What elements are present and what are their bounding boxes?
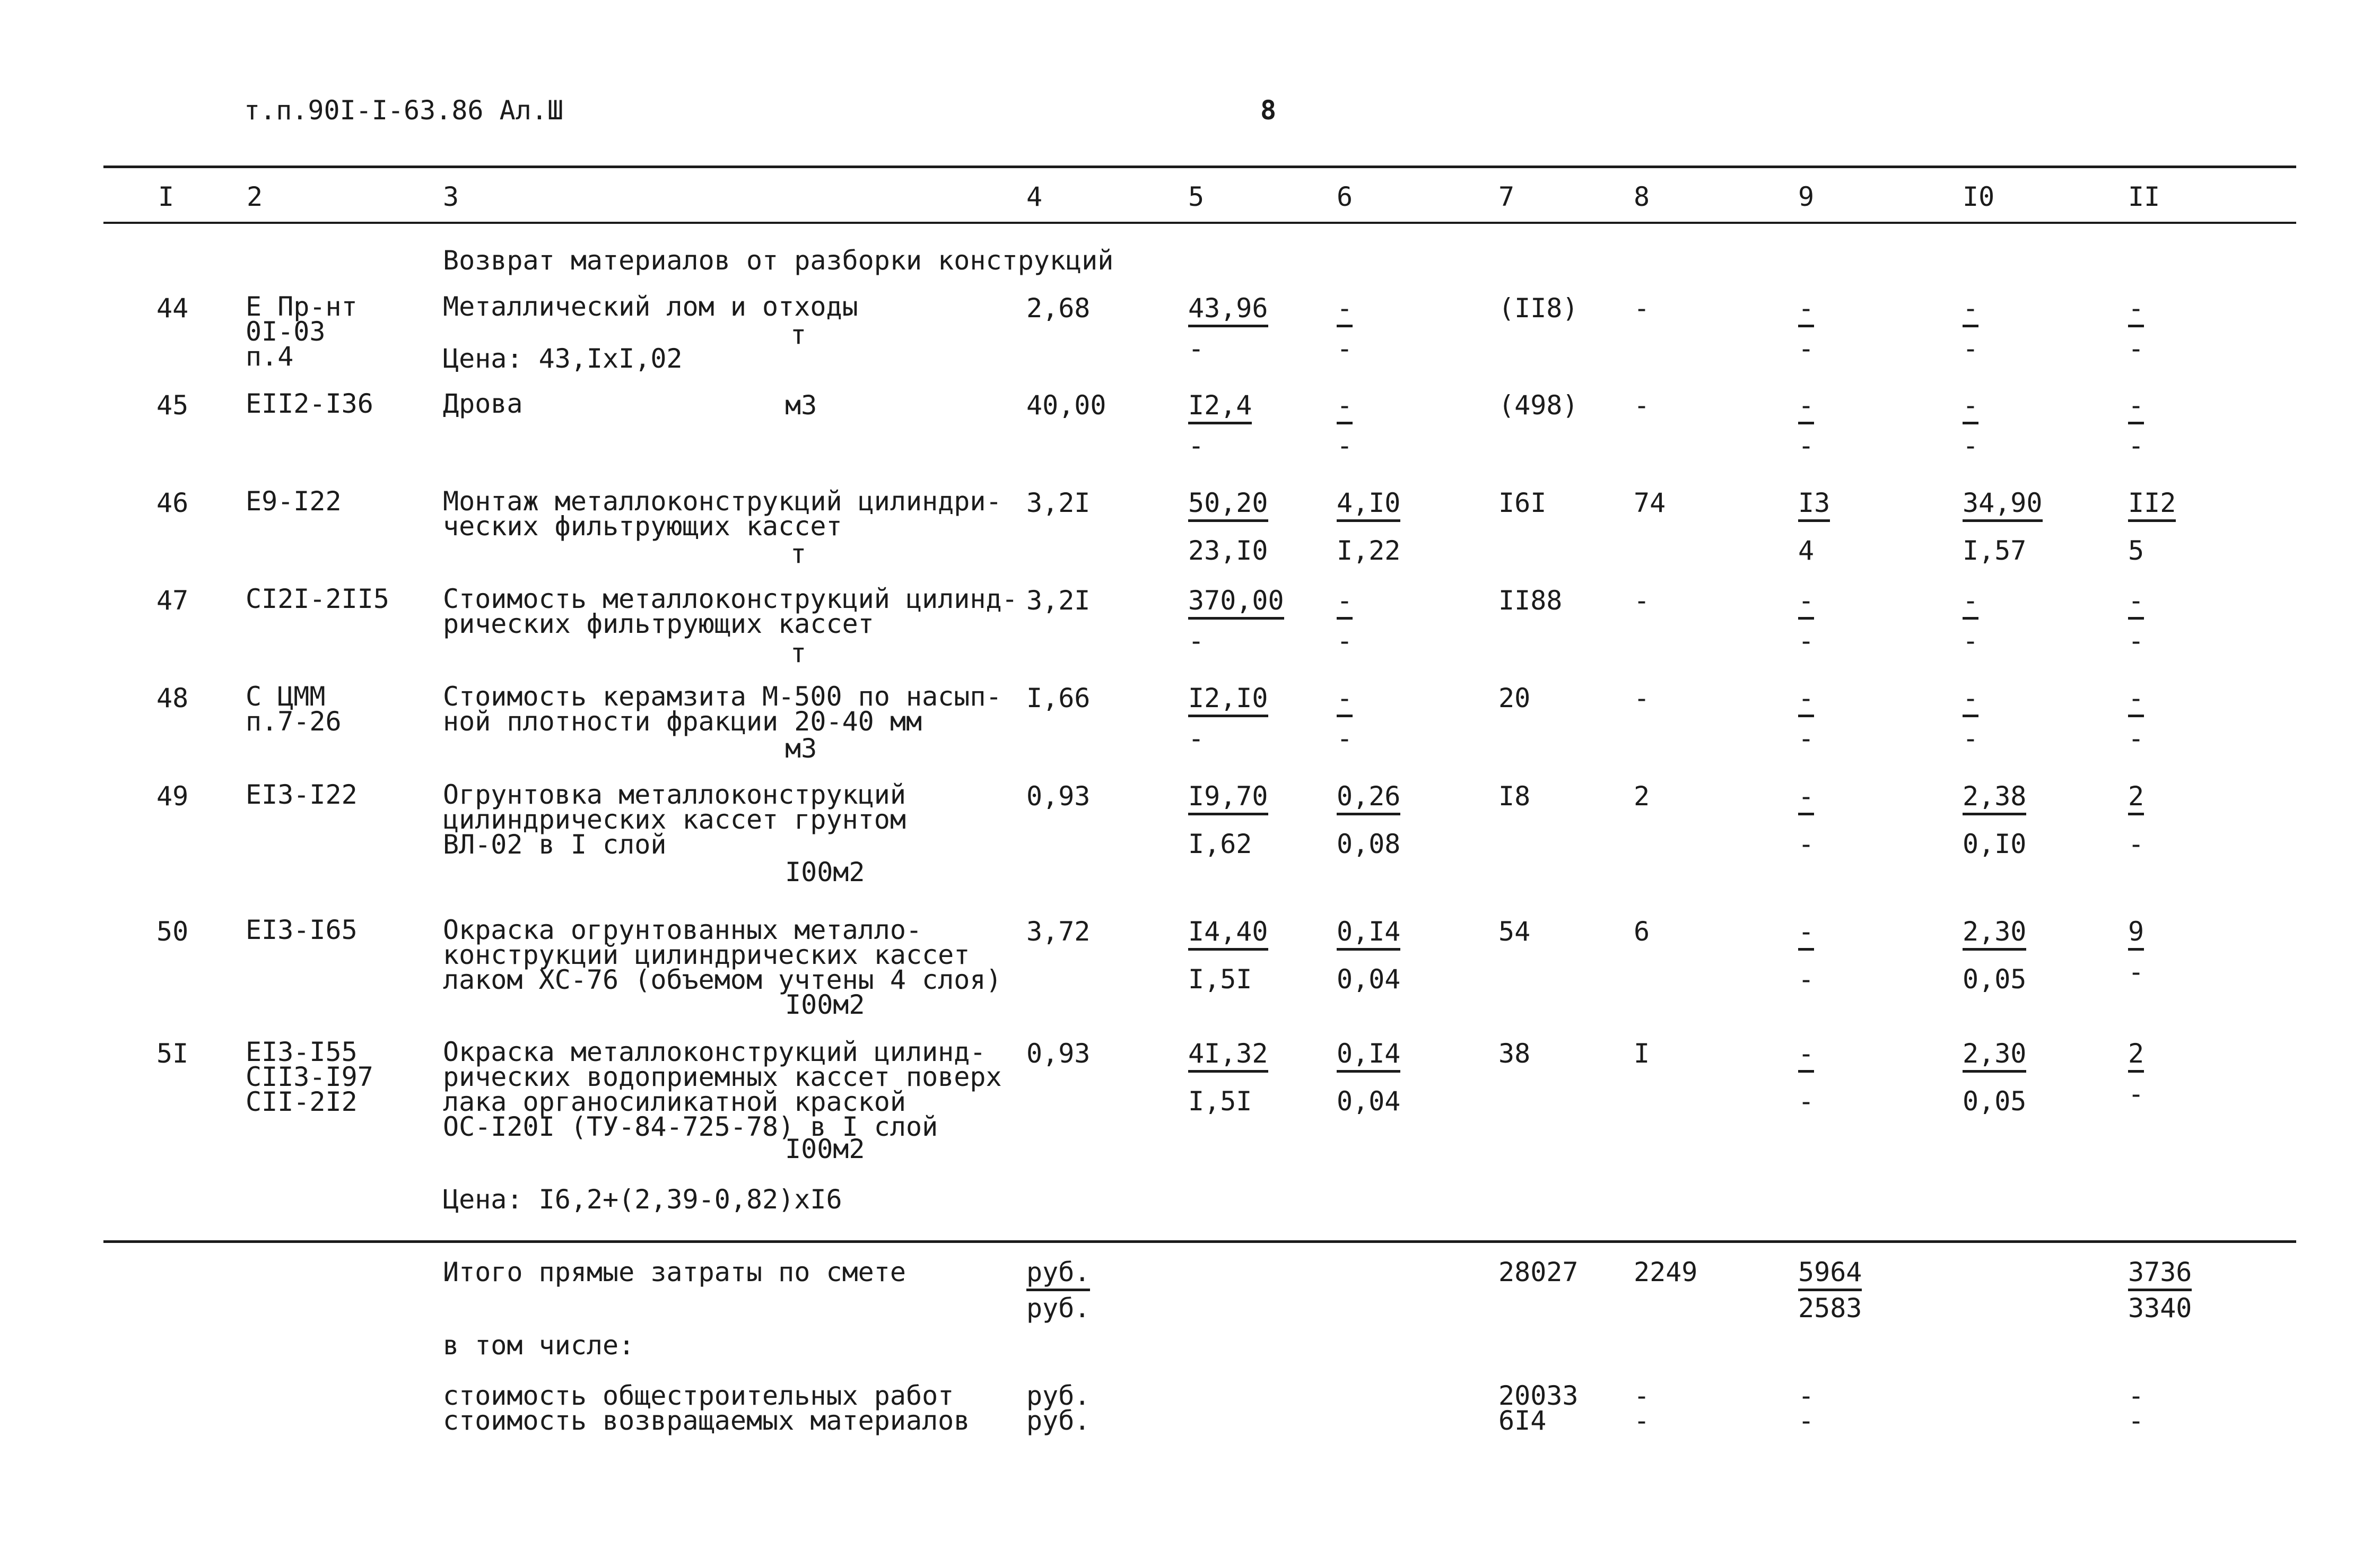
labor-total-fraction	[2128, 782, 2144, 858]
unit-cost-total: 43,96	[1188, 294, 1268, 327]
total-cost: 38	[1498, 1038, 1531, 1069]
unit-cost-fraction	[1188, 587, 1284, 655]
work-description: Окраска металлоконструкций цилинд- рических водоприемных кассет поверх лака органосиликатной краской ОС-I20I (ТУ-84-725-78) в I слой	[443, 1037, 1002, 1142]
labor-total: -	[2128, 684, 2144, 717]
subtotal-wages: -	[1634, 1405, 1650, 1436]
unit-cost-total: I2,I0	[1188, 684, 1268, 717]
column-header: 9	[1798, 181, 1815, 212]
machines-wages: -	[1798, 1086, 1815, 1117]
machine-cost-fraction	[1337, 782, 1400, 858]
labor-total-fraction	[2128, 587, 2144, 655]
machine-cost-wages: -	[1337, 723, 1353, 754]
unit-cost-total: I2,4	[1188, 392, 1252, 424]
machine-cost-fraction	[1337, 392, 1353, 459]
machines-total-fraction	[1798, 918, 1814, 993]
total-cost: I8	[1498, 781, 1531, 812]
machines-wages: 4	[1798, 535, 1815, 566]
machines-total: -	[1798, 587, 1814, 620]
labor-total-machines: -	[2128, 430, 2144, 461]
unit-cost-wages: -	[1188, 625, 1205, 656]
wages-total: -	[1634, 390, 1650, 421]
labor-total-fraction	[2128, 392, 2144, 459]
totals-labor: 3736	[2128, 1258, 2192, 1291]
unit: т	[790, 638, 807, 668]
labor-total-fraction	[2128, 684, 2144, 752]
machine-cost-fraction	[1337, 918, 1400, 993]
unit-cost-wages: I,5I	[1188, 964, 1252, 995]
labor-total-machines: -	[2128, 956, 2144, 987]
machine-cost-wages: -	[1337, 333, 1353, 364]
machine-cost: 0,26	[1337, 782, 1400, 815]
labor-total: -	[2128, 587, 2144, 620]
machines-total-fraction	[1798, 587, 1814, 655]
page-number: 8	[1260, 95, 1277, 126]
machine-cost-wages: 0,04	[1337, 964, 1401, 995]
labor-total: 9	[2128, 918, 2144, 951]
machines-wages: -	[1798, 625, 1815, 656]
norm-code: Е9-I22	[246, 486, 342, 517]
subtotal-total-cost: 6I4	[1498, 1405, 1547, 1436]
total-cost: 20	[1498, 683, 1531, 714]
column-header: 5	[1188, 181, 1205, 212]
unit: т	[790, 319, 807, 350]
labor-unit-machines: 0,05	[1963, 964, 2027, 995]
machines-wages: -	[1798, 333, 1815, 364]
machines-total-fraction	[1798, 489, 1830, 564]
unit-cost-wages: -	[1188, 333, 1205, 364]
norm-code: ЕI3-I22	[246, 779, 358, 810]
machines-total: I3	[1798, 489, 1830, 522]
unit: м3	[785, 733, 817, 764]
wages-total: 2	[1634, 781, 1650, 812]
wages-total: -	[1634, 683, 1650, 714]
unit-cost-wages: -	[1188, 723, 1205, 754]
total-cost: (498)	[1498, 390, 1579, 421]
quantity: 3,72	[1026, 916, 1091, 947]
subtotal-machines: -	[1798, 1405, 1815, 1436]
machine-cost: -	[1337, 684, 1353, 717]
unit: I00м2	[785, 1134, 865, 1164]
machines-total: -	[1798, 1040, 1814, 1073]
machines-wages: -	[1798, 723, 1815, 754]
machines-total-fraction	[1798, 1040, 1814, 1115]
machines-total: -	[1798, 782, 1814, 815]
labor-total: II2	[2128, 489, 2176, 522]
price-note: Цена: 43,IxI,02	[443, 343, 683, 374]
machines-total-fraction	[1798, 782, 1814, 858]
work-description: Огрунтовка металлоконструкций цилиндрических кассет грунтом ВЛ-02 в I слой	[443, 779, 906, 860]
machine-cost-fraction	[1337, 1040, 1400, 1115]
machine-cost: 4,I0	[1337, 489, 1400, 522]
totals-wages: 2249	[1634, 1257, 1698, 1287]
subtotal-label: стоимость возвращаемых материалов	[443, 1405, 970, 1436]
quantity: 2,68	[1026, 293, 1091, 324]
labor-unit-machines: I,57	[1963, 535, 2027, 566]
labor-total: -	[2128, 294, 2144, 327]
labor-total-machines: 5	[2128, 535, 2144, 566]
work-description: Дрова	[443, 388, 523, 419]
row-number: 48	[156, 683, 189, 714]
labor-total-machines: -	[2128, 1078, 2144, 1109]
labor-total-fraction	[2128, 1040, 2144, 1108]
unit-cost-wages: I,62	[1188, 829, 1252, 859]
unit-cost-fraction	[1188, 782, 1268, 858]
labor-unit: -	[1963, 392, 1978, 424]
total-cost: II88	[1498, 585, 1563, 616]
unit-cost-wages: I,5I	[1188, 1086, 1252, 1117]
unit-cost-total: I4,40	[1188, 918, 1268, 951]
labor-unit: 2,38	[1963, 782, 2026, 815]
labor-unit-fraction	[1963, 294, 1978, 362]
machine-cost-wages: -	[1337, 625, 1353, 656]
row-number: 46	[156, 488, 189, 518]
machines-total: -	[1798, 684, 1814, 717]
machine-cost-fraction	[1337, 587, 1353, 655]
wages-total: -	[1634, 585, 1650, 616]
quantity: 0,93	[1026, 781, 1091, 812]
machines-wages: -	[1798, 430, 1815, 461]
work-description: Стоимость керамзита М-500 по насып- ной плотности фракции 20-40 мм	[443, 681, 1002, 737]
quantity: 40,00	[1026, 390, 1106, 421]
machine-cost-wages: 0,08	[1337, 829, 1401, 859]
column-header: I	[158, 181, 175, 212]
unit-cost-wages: -	[1188, 430, 1205, 461]
column-header: 7	[1498, 181, 1515, 212]
total-cost: 54	[1498, 916, 1531, 947]
machine-cost-fraction	[1337, 684, 1353, 752]
machines-wages: -	[1798, 964, 1815, 995]
quantity: 3,2I	[1026, 585, 1091, 616]
wages-total: I	[1634, 1038, 1650, 1069]
norm-code: ЕI3-I55 СII3-I97 СII-2I2	[246, 1037, 373, 1117]
norm-code: ЕI3-I65	[246, 915, 358, 945]
total-cost: I6I	[1498, 488, 1547, 518]
wages-total: 6	[1634, 916, 1650, 947]
unit: м3	[785, 390, 817, 421]
row-number: 47	[156, 585, 189, 616]
unit: I00м2	[785, 989, 865, 1020]
labor-total: 2	[2128, 1040, 2144, 1073]
labor-unit-machines: -	[1963, 723, 1979, 754]
labor-total-fraction	[2128, 489, 2176, 564]
norm-code: С ЦММ п.7-26	[246, 681, 342, 737]
machine-cost: 0,I4	[1337, 918, 1400, 951]
totals-machines-fraction	[1798, 1258, 1862, 1322]
labor-unit: 2,30	[1963, 918, 2026, 951]
machines-total: -	[1798, 392, 1814, 424]
totals-labor-fraction	[2128, 1258, 2192, 1322]
norm-code: Е Пр-нт 0I-03 п.4	[246, 291, 358, 372]
unit-cost-fraction	[1188, 684, 1268, 752]
subtotal-labor: -	[2128, 1405, 2144, 1436]
totals-total-cost: 28027	[1498, 1257, 1579, 1287]
machines-total: -	[1798, 918, 1814, 951]
machine-cost: 0,I4	[1337, 1040, 1400, 1073]
unit-cost-wages: 23,I0	[1188, 535, 1268, 566]
machine-cost: -	[1337, 587, 1353, 620]
unit-cost-total: 4I,32	[1188, 1040, 1268, 1073]
labor-total-machines: -	[2128, 829, 2144, 859]
subtotal-wages: -	[1634, 1380, 1650, 1411]
section-title: Возврат материалов от разборки конструкций	[443, 245, 1114, 276]
price-note: Цена: I6,2+(2,39-0,82)xI6	[443, 1184, 842, 1215]
unit: I00м2	[785, 857, 865, 888]
labor-unit-machines: -	[1963, 625, 1979, 656]
unit-cost-total: 370,00	[1188, 587, 1284, 620]
column-header: 6	[1337, 181, 1353, 212]
row-number: 49	[156, 781, 189, 812]
quantity: 3,2I	[1026, 488, 1091, 518]
labor-unit-fraction	[1963, 489, 2043, 564]
column-header: 2	[247, 181, 263, 212]
subtotal-machines: -	[1798, 1380, 1815, 1411]
work-description: Металлический лом и отходы	[443, 291, 858, 322]
including-label: в том числе:	[443, 1330, 635, 1361]
totals-label: Итого прямые затраты по смете	[443, 1257, 906, 1287]
labor-total-machines: -	[2128, 625, 2144, 656]
unit: т	[790, 538, 807, 569]
labor-unit-machines: -	[1963, 333, 1979, 364]
row-number: 44	[156, 293, 189, 324]
machine-cost: -	[1337, 294, 1353, 327]
labor-unit-fraction	[1963, 684, 1978, 752]
machine-cost-fraction	[1337, 489, 1400, 564]
machines-total: -	[1798, 294, 1814, 327]
table-top-rule	[103, 166, 2296, 168]
work-description: Окраска огрунтованных металло- конструкций цилиндрических кассет лаком ХС-76 (объемом учтены 4 слоя)	[443, 915, 1002, 995]
labor-unit-machines: 0,I0	[1963, 829, 2027, 859]
column-header: I0	[1963, 181, 1995, 212]
machines-total-fraction	[1798, 684, 1814, 752]
unit-cost-fraction	[1188, 392, 1252, 459]
quantity: 0,93	[1026, 1038, 1091, 1069]
labor-total-machines: -	[2128, 333, 2144, 364]
machine-cost-wages: I,22	[1337, 535, 1401, 566]
norm-code: СI2I-2II5	[246, 584, 389, 614]
labor-unit-fraction	[1963, 1040, 2026, 1115]
labor-unit-fraction	[1963, 392, 1978, 459]
labor-unit-machines: -	[1963, 430, 1979, 461]
totals-rule	[103, 1240, 2296, 1243]
labor-total-machines: -	[2128, 723, 2144, 754]
labor-unit-machines: 0,05	[1963, 1086, 2027, 1117]
labor-unit: -	[1963, 587, 1978, 620]
norm-code: ЕII2-I36	[246, 388, 373, 419]
machines-total-fraction	[1798, 294, 1814, 362]
column-header: II	[2128, 181, 2160, 212]
labor-unit: 34,90	[1963, 489, 2043, 522]
labor-total: 2	[2128, 782, 2144, 815]
totals-machines: 5964	[1798, 1258, 1862, 1291]
subtotal-label: стоимость общестроительных работ	[443, 1380, 954, 1411]
labor-total-fraction	[2128, 918, 2144, 986]
labor-unit: 2,30	[1963, 1040, 2026, 1073]
total-cost: (II8)	[1498, 293, 1579, 324]
document-id: т.п.90I-I-63.86 Ал.Ш	[244, 95, 564, 126]
labor-total-fraction	[2128, 294, 2144, 362]
column-header: 4	[1026, 181, 1043, 212]
unit-cost-fraction	[1188, 489, 1268, 564]
labor-unit-fraction	[1963, 782, 2026, 858]
totals-machines-wages: 2583	[1798, 1293, 1862, 1324]
totals-unit-top: руб.	[1026, 1258, 1090, 1291]
unit-cost-fraction	[1188, 294, 1268, 362]
row-number: 50	[156, 916, 189, 947]
labor-unit-fraction	[1963, 918, 2026, 993]
machine-cost-wages: 0,04	[1337, 1086, 1401, 1117]
unit-cost-total: I9,70	[1188, 782, 1268, 815]
subtotal-labor: -	[2128, 1380, 2144, 1411]
work-description: Монтаж металлоконструкций цилиндри- ческих фильтрующих кассет	[443, 486, 1002, 542]
row-number: 5I	[156, 1038, 189, 1069]
labor-unit-fraction	[1963, 587, 1978, 655]
subtotal-unit: руб.	[1026, 1380, 1091, 1411]
totals-unit-fraction	[1026, 1258, 1090, 1322]
work-description: Стоимость металлоконструкций цилинд- рических фильтрующих кассет	[443, 584, 1018, 639]
unit-cost-fraction	[1188, 1040, 1268, 1115]
machines-wages: -	[1798, 829, 1815, 859]
unit-cost-fraction	[1188, 918, 1268, 993]
labor-unit: -	[1963, 684, 1978, 717]
quantity: I,66	[1026, 683, 1091, 714]
header-bottom-rule	[103, 222, 2296, 224]
totals-unit-bottom: руб.	[1026, 1293, 1091, 1324]
row-number: 45	[156, 390, 189, 421]
labor-unit: -	[1963, 294, 1978, 327]
unit-cost-total: 50,20	[1188, 489, 1268, 522]
column-header: 8	[1634, 181, 1650, 212]
labor-total: -	[2128, 392, 2144, 424]
subtotal-total-cost: 20033	[1498, 1380, 1579, 1411]
wages-total: -	[1634, 293, 1650, 324]
subtotal-unit: руб.	[1026, 1405, 1091, 1436]
column-header: 3	[443, 181, 459, 212]
machines-total-fraction	[1798, 392, 1814, 459]
wages-total: 74	[1634, 488, 1666, 518]
machine-cost-wages: -	[1337, 430, 1353, 461]
machine-cost-fraction	[1337, 294, 1353, 362]
totals-labor-machines: 3340	[2128, 1293, 2192, 1324]
machine-cost: -	[1337, 392, 1353, 424]
